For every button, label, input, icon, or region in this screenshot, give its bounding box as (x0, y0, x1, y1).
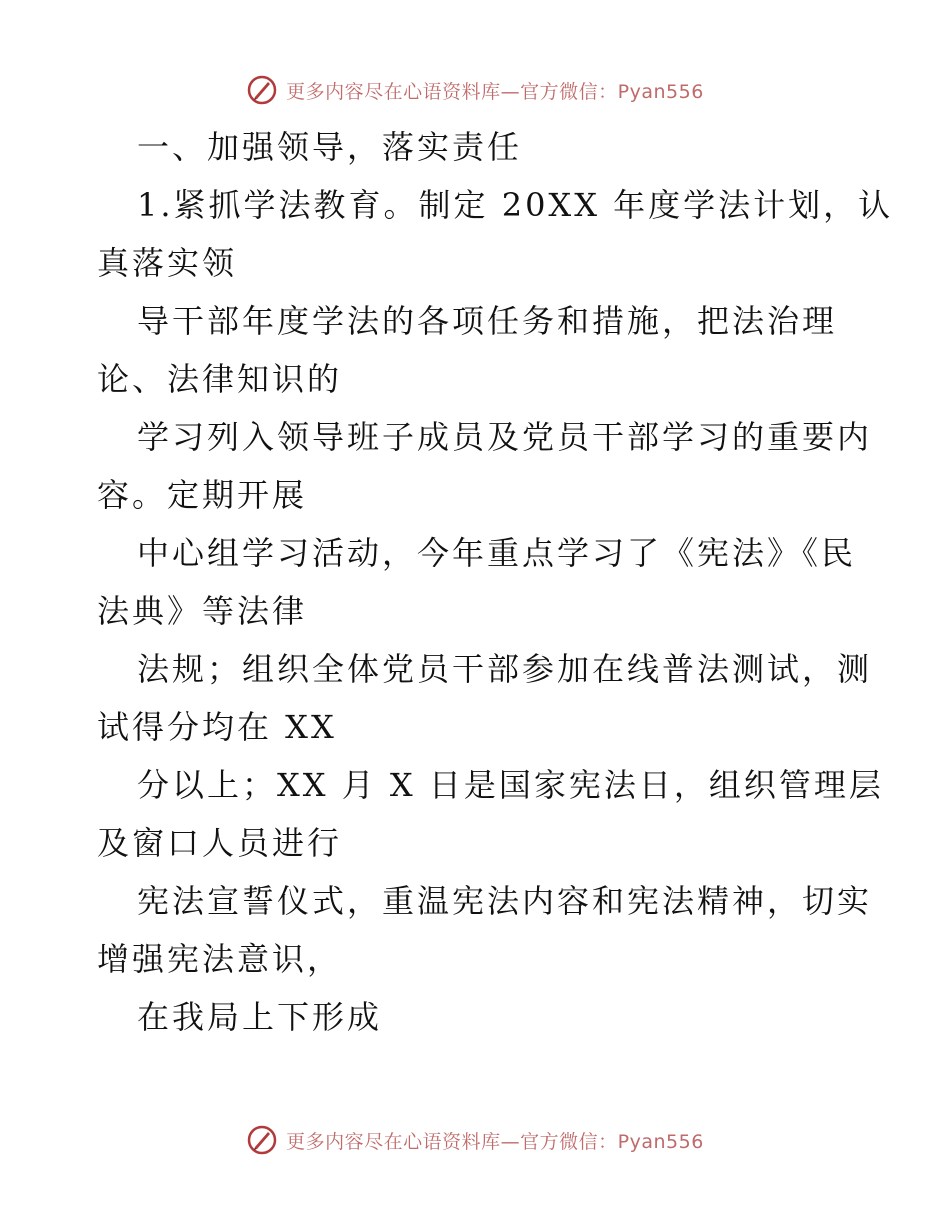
paragraph-line: 增强宪法意识， (97, 940, 343, 978)
paragraph-line: 及窗口人员进行 (97, 824, 343, 862)
watermark-text: 更多内容尽在心语资料库—官方微信：Pyan556 (286, 80, 704, 103)
paragraph-line: 学习列入领导班子成员及党员干部学习的重要内 (137, 418, 873, 456)
paragraph-line: 试得分均在 XX (97, 708, 337, 746)
quill-pen-logo-icon (246, 1124, 278, 1156)
paragraph-line: 在我局上下形成 (137, 998, 383, 1036)
section-heading: 一、加强领导，落实责任 (137, 128, 523, 166)
paragraph-line: 宪法宣誓仪式，重温宪法内容和宪法精神，切实 (137, 882, 873, 920)
document-body (97, 118, 894, 1046)
paragraph-line: 1.紧抓学法教育。制定 20XX 年度学法计划，认 (137, 186, 894, 224)
paragraph-line: 真落实领 (97, 244, 238, 282)
paragraph-line: 导干部年度学法的各项任务和措施，把法治理 (137, 302, 838, 340)
paragraph-line: 法规；组织全体党员干部参加在线普法测试，测 (137, 650, 873, 688)
paragraph-line: 中心组学习活动，今年重点学习了《宪法》《民 (137, 534, 857, 572)
footer-watermark (0, 1120, 950, 1160)
paragraph-line: 容。定期开展 (97, 476, 308, 514)
paragraph-line: 法典》等法律 (97, 592, 308, 630)
quill-pen-logo-icon (246, 74, 278, 106)
watermark-text: 更多内容尽在心语资料库—官方微信：Pyan556 (286, 1130, 704, 1153)
paragraph-line: 论、法律知识的 (97, 360, 343, 398)
paragraph-line: 分以上；XX 月 X 日是国家宪法日，组织管理层 (137, 766, 884, 804)
header-watermark (0, 70, 950, 110)
